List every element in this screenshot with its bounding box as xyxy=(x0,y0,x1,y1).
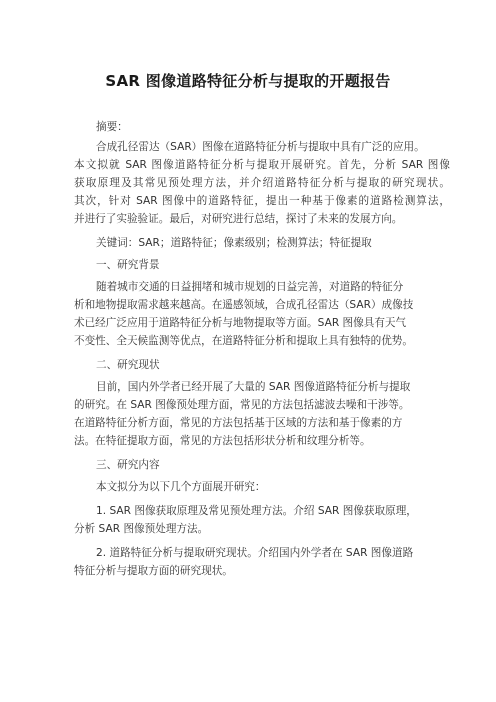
content-item-1-line: 分析 SAR 图像预处理方法。 xyxy=(74,523,209,535)
background-line: 不变性、全天候监测等优点，在道路特征分析和提取上具有独特的优势。 xyxy=(74,335,413,347)
background-line: 析和地物提取需求越来越高。在遥感领域，合成孔径雷达（SAR）成像技 xyxy=(74,299,414,311)
keywords: 关键词：SAR；道路特征；像素级别；检测算法；特征提取 xyxy=(96,237,372,249)
abstract-line: 并进行了实验验证。最后，对研究进行总结，探讨了未来的发展方向。 xyxy=(74,213,403,225)
abstract-line: 其次，针对 SAR 图像中的道路特征，提出一种基于像素的道路检测算法， xyxy=(74,195,450,207)
content-item-2-line: 2. 道路特征分析与提取研究现状。介绍国内外学者在 SAR 图像道路 xyxy=(96,547,414,559)
section-heading-status: 二、研究现状 xyxy=(96,359,160,371)
status-line: 的研究。在 SAR 图像预处理方面，常见的方法包括滤波去噪和干涉等。 xyxy=(74,399,410,411)
status-line: 在道路特征分析方面，常见的方法包括基于区域的方法和基于像素的方 xyxy=(74,417,403,429)
document-title: SAR 图像道路特征分析与提取的开题报告 xyxy=(105,72,391,90)
status-line: 目前，国内外学者已经开展了大量的 SAR 图像道路特征分析与提取 xyxy=(96,381,411,393)
abstract-line: 本文拟就 SAR 图像道路特征分析与提取开展研究。首先，分析 SAR 图像 xyxy=(74,159,450,171)
background-line: 术已经广泛应用于道路特征分析与地物提取等方面。SAR 图像具有天气 xyxy=(74,317,407,329)
status-line: 法。在特征提取方面，常见的方法包括形状分析和纹理分析等。 xyxy=(74,435,371,447)
abstract-line: 获取原理及其常见预处理方法，并介绍道路特征分析与提取的研究现状。 xyxy=(74,177,450,189)
background-line: 随着城市交通的日益拥堵和城市规划的日益完善，对道路的特征分 xyxy=(96,281,404,293)
content-item-2-line: 特征分析与提取方面的研究现状。 xyxy=(74,565,233,577)
section-heading-content: 三、研究内容 xyxy=(96,459,160,471)
content-item-1-line: 1. SAR 图像获取原理及常见预处理方法。介绍 SAR 图像获取原理， xyxy=(96,505,417,517)
content-intro: 本文拟分为以下几个方面展开研究： xyxy=(96,481,266,493)
abstract-line: 合成孔径雷达（SAR）图像在道路特征分析与提取中具有广泛的应用。 xyxy=(96,141,425,153)
abstract-label: 摘要： xyxy=(96,121,128,133)
section-heading-background: 一、研究背景 xyxy=(96,259,160,271)
